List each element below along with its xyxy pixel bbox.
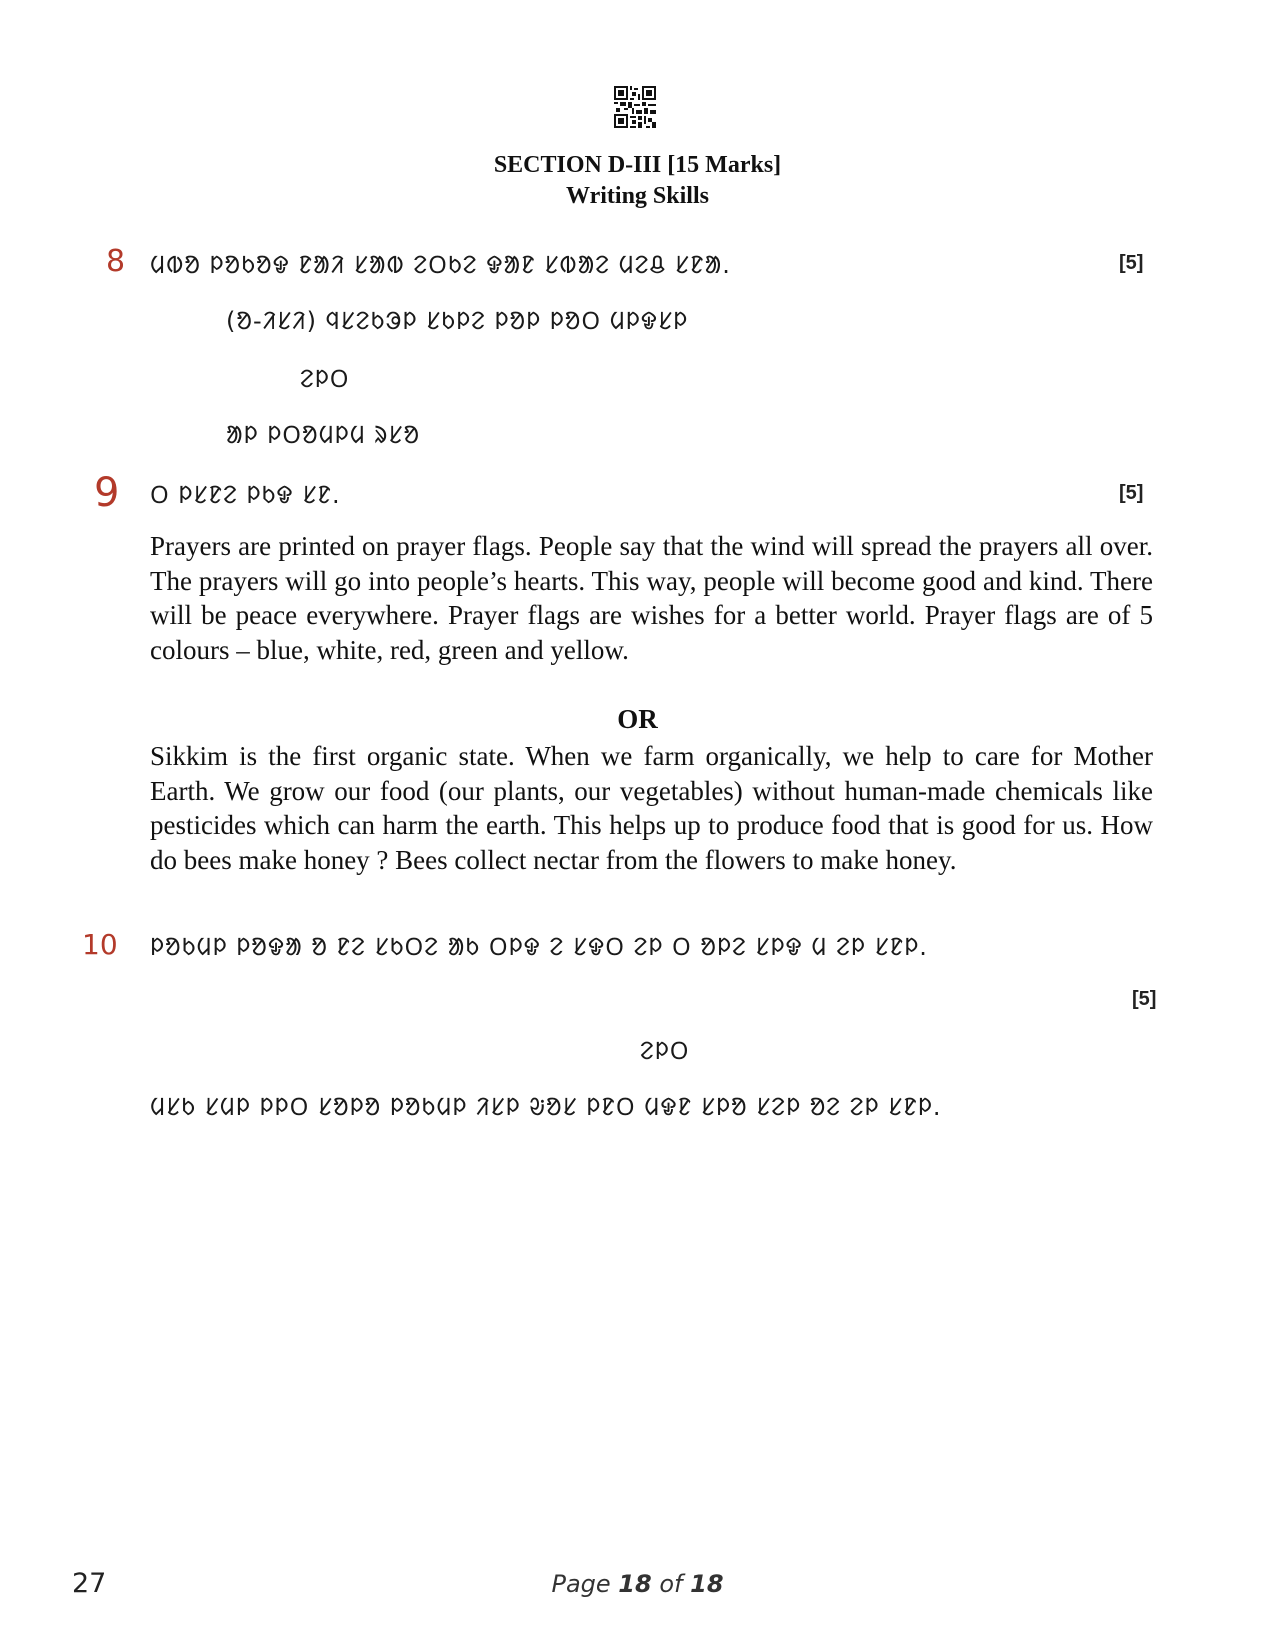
question-8-number: 8 [106, 244, 126, 279]
question-10-number: 10 [82, 928, 118, 961]
section-header [0, 150, 1275, 212]
question-10-alternative: ᱢᱥᱠ ᱥᱢᱞ ᱞᱞᱛ ᱥᱚᱞᱚ ᱞᱚᱠᱢᱞ ᱤᱥᱞ ᱶᱚᱥ ᱞᱱᱛ ᱢᱫᱱ ᱥᱞᱚ ᱥᱮᱞ ᱚᱮ ᱮᱞ ᱥᱱᱞ. [150, 1093, 942, 1121]
page-total: 18 [690, 1570, 724, 1598]
page-indicator [0, 1570, 1275, 1598]
section-subtitle: Writing Skills [566, 183, 709, 209]
question-10-marks: [5] [1132, 988, 1157, 1010]
page-of: of [659, 1570, 683, 1598]
page-code: 27 [72, 1568, 107, 1599]
section-title: SECTION D-III [15 Marks] [493, 152, 782, 178]
question-9-marks: [5] [1119, 482, 1144, 504]
question-9-prompt: ᱛ ᱞᱥᱱᱮ ᱞᱠᱫ ᱥᱱ. [150, 481, 341, 509]
question-8-prompt: ᱢᱵᱚ ᱞᱚᱠᱚᱫ ᱱᱟᱤ ᱥᱟᱵ ᱮᱛᱠᱮ ᱫᱟᱱ ᱥᱵᱟᱮ ᱢᱮᱪ ᱥᱱᱟ. [150, 251, 731, 279]
page-current: 18 [618, 1570, 652, 1598]
question-9-number: 9 [94, 470, 120, 516]
question-10-or: ᱮᱞᱛ [640, 1037, 690, 1065]
or-separator: OR [617, 704, 658, 734]
question-10-prompt: ᱞᱚᱠᱢᱞ ᱞᱚᱫᱟ ᱚ ᱱᱮ ᱥᱠᱛᱮ ᱟᱠ ᱛᱞᱫ ᱮ ᱥᱫᱛ ᱮᱞ ᱛ ᱚᱞᱮ ᱥᱞᱫ ᱢ ᱮᱞ ᱥᱱᱞ. [150, 933, 928, 961]
page-label: Page [551, 1570, 611, 1598]
question-8-hint: (ᱚ-ᱤᱥᱤ) ᱧᱥᱮᱠᱳᱞ ᱥᱠᱞᱮ ᱞᱚᱞ ᱞᱚᱛ ᱢᱞᱫᱥᱞ [226, 307, 689, 335]
question-8-or: ᱮᱞᱛ [300, 365, 350, 393]
qr-code-icon [614, 86, 656, 128]
question-9-passage-2: Sikkim is the first organic state. When we farm organically, we help to care for Mother Earth. We grow our food (our plants, our vegetables) without human-made chemicals like pesticides which can harm the earth. This helps up to produce food that is good for us. How do bees make honey ? Bees collect nectar from the flowers to make honey. [150, 741, 1153, 875]
question-8-marks: [5] [1119, 252, 1144, 274]
question-8-alternative: ᱟᱞ ᱞᱛᱚᱢᱞᱢ ᱨᱥᱚ [226, 421, 421, 449]
question-9-passage-1: Prayers are printed on prayer flags. People say that the wind will spread the prayers all over. The prayers will go into people’s hearts. This way, people will become good and kind. There will be peace everywhere. Prayer flags are wishes for a better world. Prayer flags are of 5 colours – blue, white, red, green and yellow. [150, 531, 1153, 665]
